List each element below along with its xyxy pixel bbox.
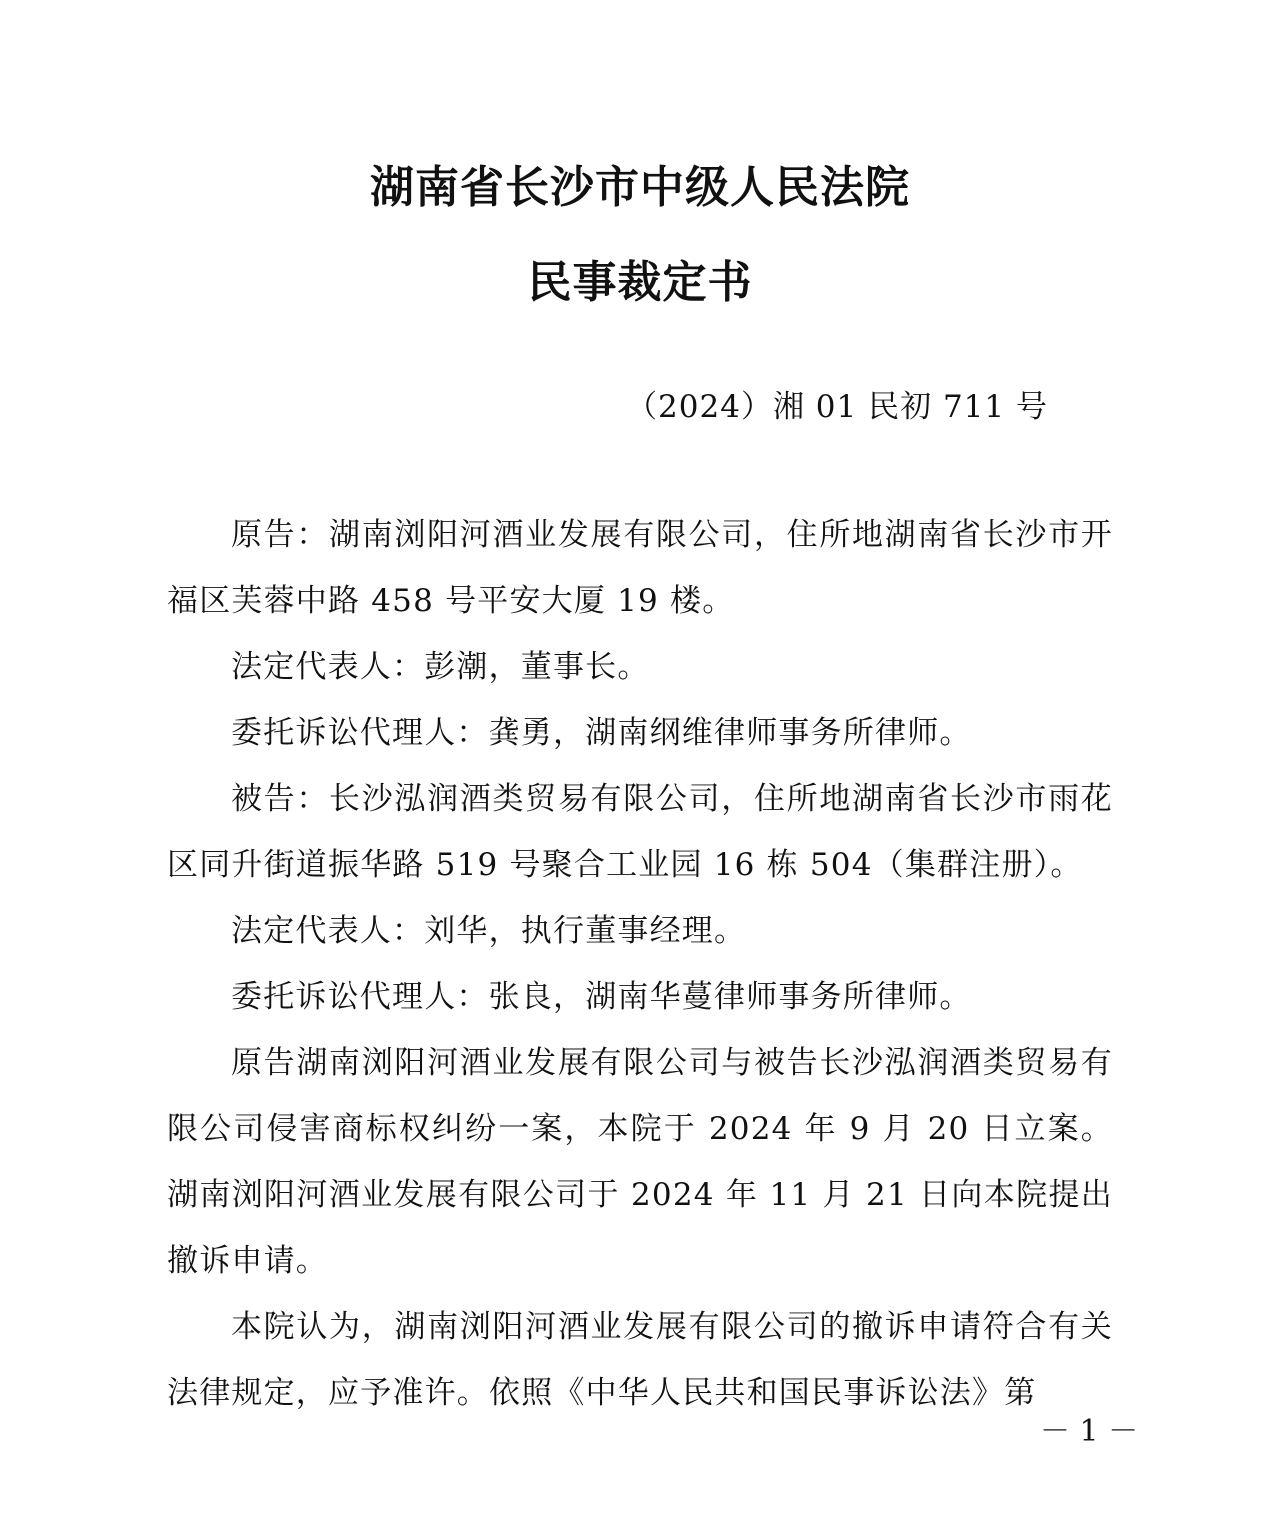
page-number: － 1 － (1040, 1414, 1139, 1449)
defendant-representative-paragraph: 法定代表人：刘华，执行董事经理。 (231, 913, 747, 949)
defendant-paragraph: 被告：长沙泓润酒类贸易有限公司，住所地湖南省长沙市雨花区同升街道振华路 519 号聚合工业园 16 栋 504（集群注册）。 (167, 781, 1113, 883)
document-type-heading: 民事裁定书 (527, 257, 753, 308)
court-name-heading: 湖南省长沙市中级人民法院 (370, 162, 910, 213)
case-number: （2024）湘 01 民初 711 号 (626, 389, 1048, 425)
plaintiff-representative-paragraph: 法定代表人：彭潮，董事长。 (231, 649, 650, 685)
defendant-agent-paragraph: 委托诉讼代理人：张良，湖南华蔓律师事务所律师。 (231, 979, 972, 1015)
plaintiff-agent-paragraph: 委托诉讼代理人：龚勇，湖南纲维律师事务所律师。 (231, 715, 972, 751)
court-opinion-paragraph: 本院认为，湖南浏阳河酒业发展有限公司的撤诉申请符合有关法律规定，应予准许。依照《中华人民共和国民事诉讼法》第 (167, 1309, 1113, 1411)
document-body (167, 502, 1113, 1426)
case-summary-paragraph: 原告湖南浏阳河酒业发展有限公司与被告长沙泓润酒类贸易有限公司侵害商标权纠纷一案，本院于 2024 年 9 月 20 日立案。湖南浏阳河酒业发展有限公司于 2024 年 11 月 21 日向本院提出撤诉申请。 (167, 1045, 1113, 1279)
plaintiff-paragraph: 原告：湖南浏阳河酒业发展有限公司，住所地湖南省长沙市开福区芙蓉中路 458 号平安大厦 19 楼。 (167, 517, 1113, 619)
